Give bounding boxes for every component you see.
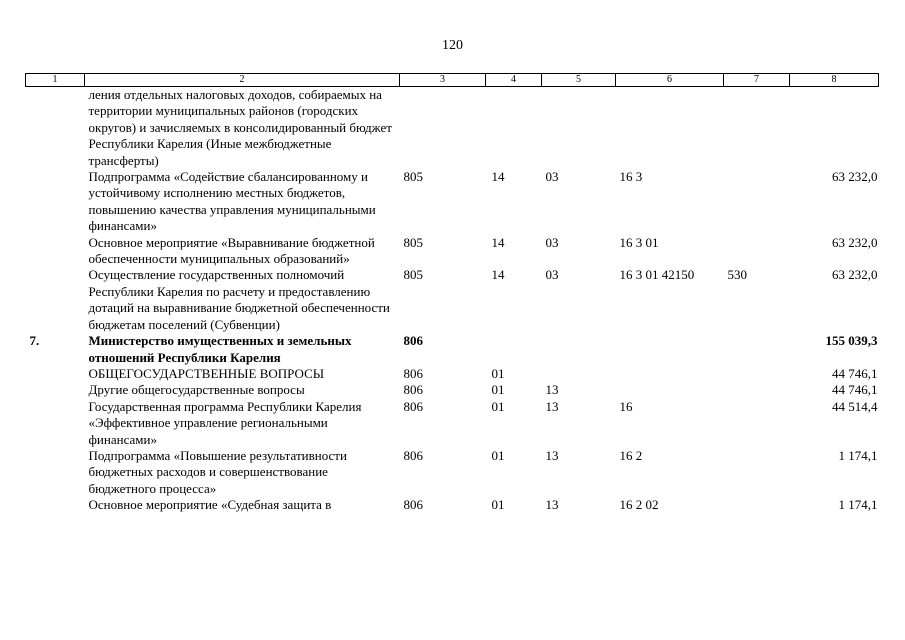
table-row — [26, 87, 879, 170]
section-code: 01 — [491, 497, 505, 513]
table-row — [26, 267, 879, 333]
subsection-code — [542, 87, 616, 170]
section-code: 01 — [491, 365, 505, 381]
ministry-code — [400, 87, 486, 170]
expense-type-code — [724, 87, 790, 170]
ministry-code: 806 — [403, 333, 423, 349]
table-row — [26, 448, 879, 497]
target-article-code: 16 3 — [619, 169, 643, 185]
ministry-code: 806 — [403, 398, 423, 414]
expense-type-code — [724, 169, 790, 235]
ministry-code: 805 — [403, 234, 423, 250]
subsection-code: 13 — [545, 398, 559, 414]
row-name: Подпрограмма «Содействие сбалансированному и устойчивому исполнению местных бюджетов, повышению качества управления муниципальными финансами» — [88, 169, 376, 234]
target-article-code — [616, 366, 724, 382]
expense-type-code — [724, 333, 790, 366]
subsection-code: 03 — [545, 267, 559, 283]
row-number — [26, 448, 85, 497]
row-amount: 44 746,1 — [832, 365, 878, 381]
subsection-code: 13 — [545, 382, 559, 398]
column-header: 8 — [790, 74, 879, 87]
table-row — [26, 333, 879, 366]
target-article-code — [616, 333, 724, 366]
column-header: 3 — [400, 74, 486, 87]
target-article-code — [616, 382, 724, 398]
section-code — [486, 333, 542, 366]
row-number — [26, 366, 85, 382]
section-code: 14 — [491, 169, 505, 185]
subsection-code: 13 — [545, 497, 559, 513]
row-number — [26, 497, 85, 513]
row-amount: 63 232,0 — [832, 267, 878, 283]
row-number — [26, 87, 85, 170]
row-amount: 1 174,1 — [838, 447, 878, 463]
subsection-code — [542, 333, 616, 366]
column-header: 5 — [542, 74, 616, 87]
row-amount: 44 514,4 — [832, 398, 878, 414]
row-name: ления отдельных налоговых доходов, собираемых на территории муниципальных районов (городских округов) и зачисляемых в консолидированный бюджет Республики Карелия (Иные межбюджетные трансферты) — [88, 87, 392, 168]
column-header: 6 — [616, 74, 724, 87]
column-number-header — [26, 74, 879, 87]
row-amount: 155 039,3 — [825, 333, 878, 349]
section-code: 01 — [491, 447, 505, 463]
table-row — [26, 169, 879, 235]
section-code: 14 — [491, 234, 505, 250]
table-row — [26, 382, 879, 398]
expense-type-code — [724, 448, 790, 497]
expense-type-code — [724, 366, 790, 382]
row-name: Осуществление государственных полномочий Республики Карелия по расчету и предоставлению дотаций на выравнивание бюджетной обеспеченности бюджетам поселений (Субвенции) — [88, 267, 390, 332]
expense-type-code — [724, 497, 790, 513]
row-amount: 1 174,1 — [838, 497, 878, 513]
target-article-code: 16 2 — [619, 447, 643, 463]
ministry-code: 805 — [403, 267, 423, 283]
column-header: 4 — [486, 74, 542, 87]
page-number: 120 — [442, 38, 463, 53]
target-article-code: 16 3 01 — [619, 234, 659, 250]
row-name: Государственная программа Республики Карелия «Эффективное управление региональными финансами» — [88, 398, 362, 447]
column-header: 2 — [85, 74, 400, 87]
column-header: 7 — [724, 74, 790, 87]
row-number — [26, 267, 85, 333]
table-row — [26, 497, 879, 513]
row-amount — [790, 87, 879, 170]
expense-type-code — [724, 235, 790, 268]
subsection-code: 03 — [545, 234, 559, 250]
row-number — [26, 235, 85, 268]
ministry-code: 806 — [403, 447, 423, 463]
ministry-code: 806 — [403, 497, 423, 513]
ministry-code: 806 — [403, 365, 423, 381]
subsection-code: 03 — [545, 169, 559, 185]
section-code: 14 — [491, 267, 505, 283]
section-code: 01 — [491, 398, 505, 414]
row-amount: 63 232,0 — [832, 234, 878, 250]
table-row — [26, 399, 879, 448]
row-number — [26, 169, 85, 235]
row-name: ОБЩЕГОСУДАРСТВЕННЫЕ ВОПРОСЫ — [88, 365, 325, 381]
target-article-code: 16 2 02 — [619, 497, 659, 513]
ministry-code: 806 — [403, 382, 423, 398]
row-number — [26, 399, 85, 448]
section-code — [486, 87, 542, 170]
target-article-code: 16 — [619, 398, 633, 414]
row-name: Основное мероприятие «Выравнивание бюджетной обеспеченности муниципальных образований» — [88, 234, 375, 267]
row-name: Министерство имущественных и земельных отношений Республики Карелия — [88, 333, 352, 365]
budget-table — [25, 73, 879, 514]
subsection-code — [542, 366, 616, 382]
expense-type-code — [724, 382, 790, 398]
row-amount: 63 232,0 — [832, 169, 878, 185]
table-row — [26, 366, 879, 382]
row-name: Другие общегосударственные вопросы — [88, 382, 305, 398]
target-article-code: 16 3 01 42150 — [619, 267, 695, 283]
target-article-code — [616, 87, 724, 170]
row-number: 7. — [29, 333, 40, 349]
column-header: 1 — [26, 74, 85, 87]
table-row — [26, 235, 879, 268]
row-name: Подпрограмма «Повышение результативности бюджетных расходов и совершенствование бюджетного процесса» — [88, 447, 347, 496]
expense-type-code: 530 — [727, 267, 747, 283]
expense-type-code — [724, 399, 790, 448]
ministry-code: 805 — [403, 169, 423, 185]
row-amount: 44 746,1 — [832, 382, 878, 398]
section-code: 01 — [491, 382, 505, 398]
subsection-code: 13 — [545, 447, 559, 463]
row-name: Основное мероприятие «Судебная защита в — [88, 497, 332, 513]
row-number — [26, 382, 85, 398]
